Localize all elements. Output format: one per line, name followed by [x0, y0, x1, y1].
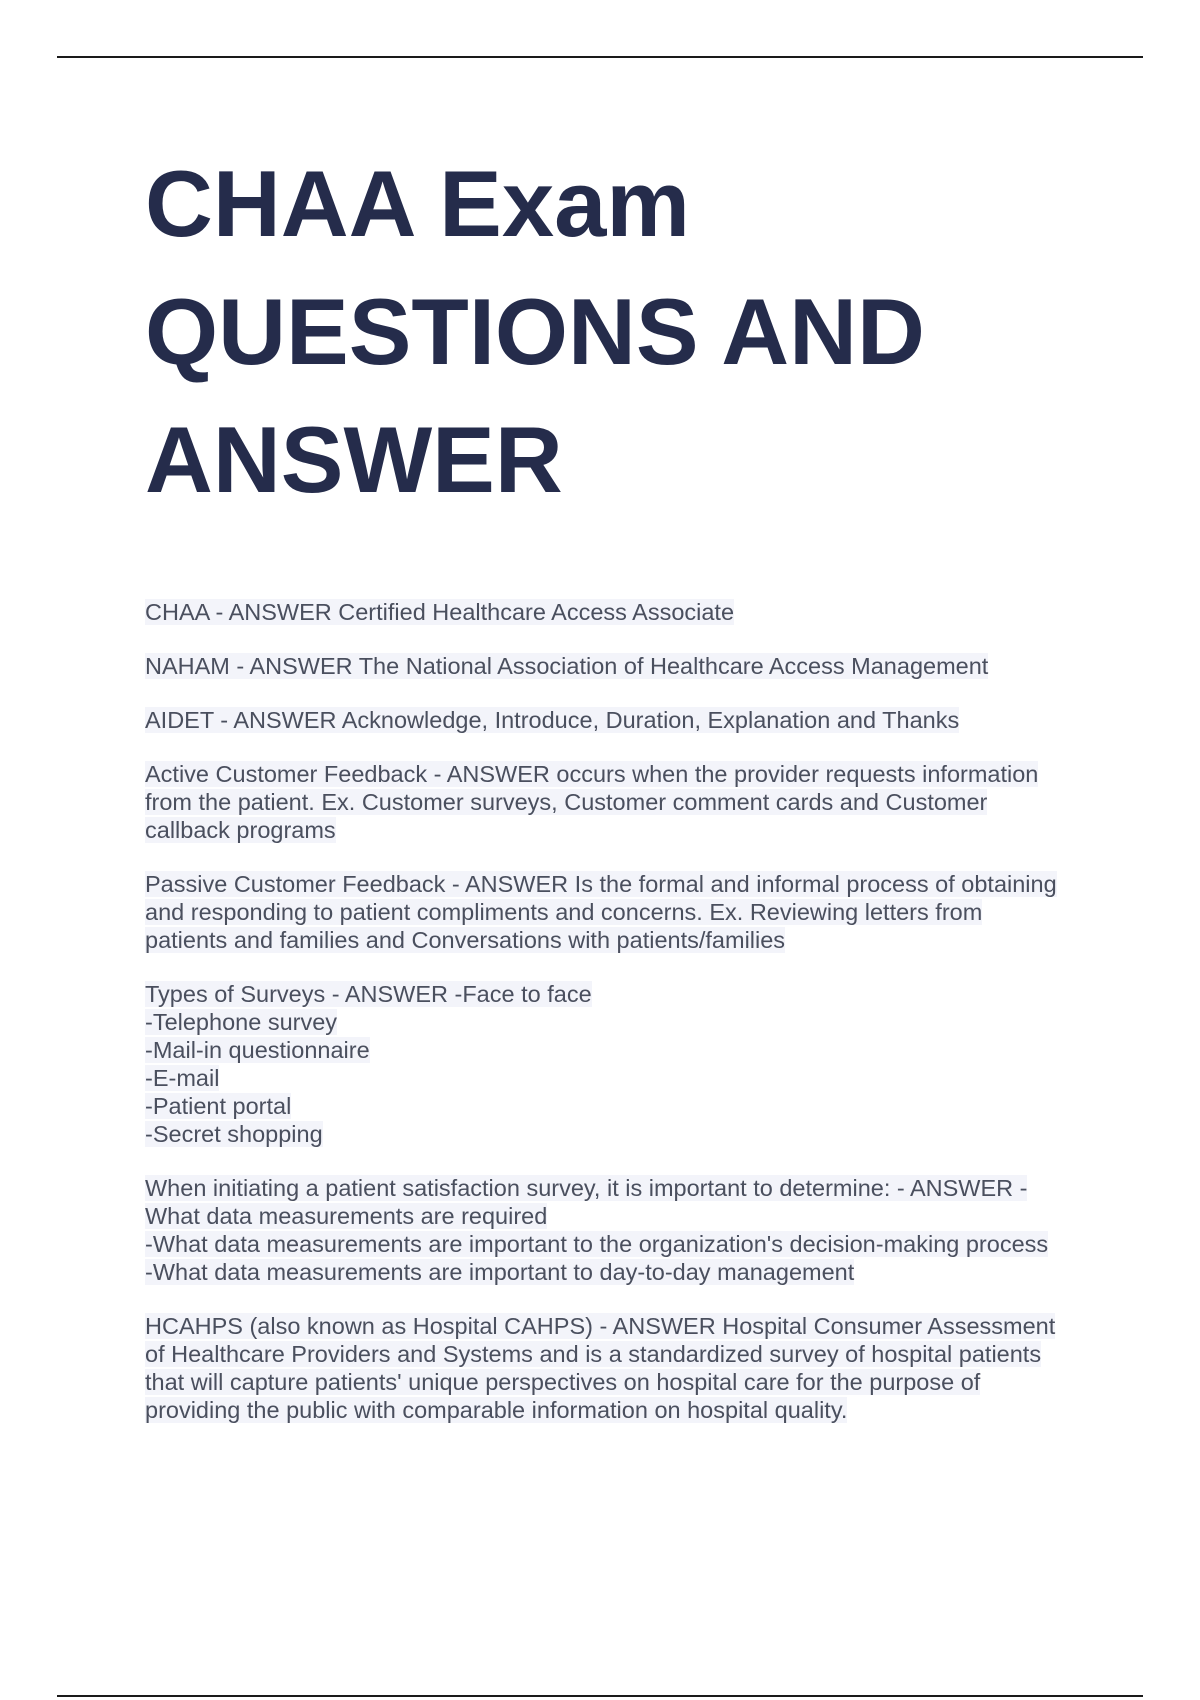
qa-entry-text: When initiating a patient satisfaction survey, it is important to determine: - ANSWER - What data measurements are required -What data measurements are important to the organization's decision-making process -What data measurements are important to day-to-day management — [145, 1175, 1049, 1285]
qa-entry-aidet — [145, 706, 1090, 734]
qa-entry-survey-types — [145, 980, 1090, 1148]
qa-list — [145, 598, 1090, 1450]
qa-entry-naham — [145, 652, 1090, 680]
qa-entry-text: Active Customer Feedback - ANSWER occurs when the provider requests information from the patient. Ex. Customer surveys, Customer comment cards and Customer callback programs — [145, 761, 1039, 843]
qa-entry-text: CHAA - ANSWER Certified Healthcare Access Associate — [145, 599, 735, 625]
header-rule — [57, 56, 1143, 58]
qa-entry-text: HCAHPS (also known as Hospital CAHPS) - ANSWER Hospital Consumer Assessment of Healthcare Providers and Systems and is a standardized survey of hospital patients that will capture patients' unique perspectives on hospital care for the purpose of providing the public with comparable information on hospital quality. — [145, 1313, 1056, 1423]
footer-rule — [57, 1695, 1143, 1697]
qa-entry-hcahps — [145, 1312, 1090, 1424]
qa-entry-text: AIDET - ANSWER Acknowledge, Introduce, Duration, Explanation and Thanks — [145, 707, 960, 733]
qa-entry-survey-determine — [145, 1174, 1090, 1286]
qa-entry-text: NAHAM - ANSWER The National Association of Healthcare Access Management — [145, 653, 989, 679]
qa-entry-chaa — [145, 598, 1090, 626]
page-title: CHAA Exam QUESTIONS AND ANSWER — [145, 151, 925, 512]
qa-entry-text: Passive Customer Feedback - ANSWER Is the formal and informal process of obtaining and responding to patient compliments and concerns. Ex. Reviewing letters from patients and families and Conversations with patients/families — [145, 871, 1057, 953]
qa-entry-passive-feedback — [145, 870, 1090, 954]
qa-entry-active-feedback — [145, 760, 1090, 844]
qa-entry-text: Types of Surveys - ANSWER -Face to face -Telephone survey -Mail-in questionnaire -E-mail -Patient portal -Secret shopping — [145, 981, 592, 1147]
